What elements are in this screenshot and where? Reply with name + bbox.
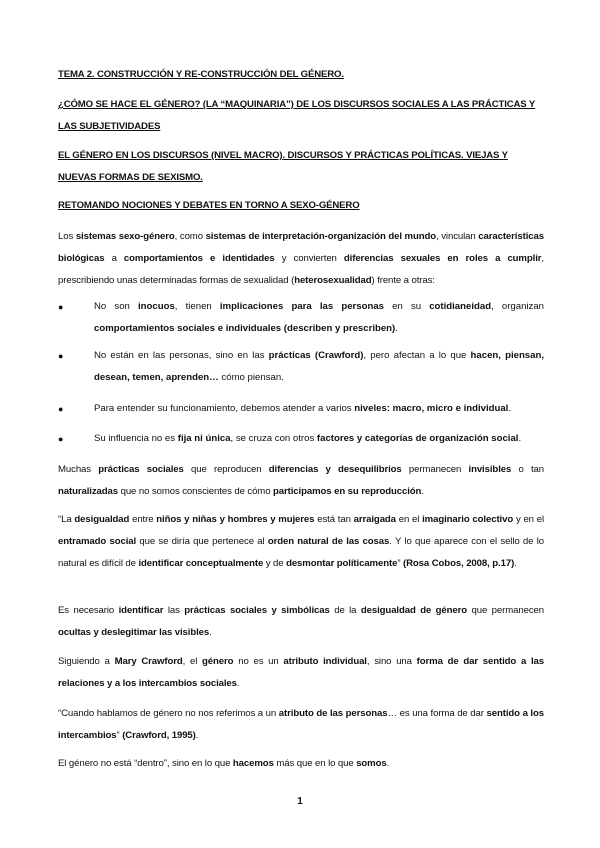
bullet-text: No son inocuos, tienen implicaciones para las personas en su cotidianeidad, organizan comportamientos sociales e individuales (describen y prescriben). bbox=[94, 301, 544, 334]
bullet-icon: ● bbox=[58, 351, 64, 361]
bullet-icon: ● bbox=[58, 404, 64, 414]
bullet-text: Su influencia no es fija ni única, se cruza con otros factores y categorías de organización social. bbox=[94, 433, 522, 444]
bullet-text: Para entender su funcionamiento, debemos atender a varios niveles: macro, micro e individual. bbox=[94, 403, 512, 414]
paragraph-gender-not-inside: El género no está “dentro”, sino en lo que hacemos más que en lo que somos. bbox=[58, 758, 390, 769]
page-number: 1 bbox=[297, 796, 303, 807]
section-heading-how-gender-is-made: ¿CÓMO SE HACE EL GÉNERO? (LA “MAQUINARIA”) DE LOS DISCURSOS SOCIALES A LAS PRÁCTICAS Y LAS SUBJETIVIDADES bbox=[58, 99, 536, 132]
quote-crawford: “Cuando hablamos de género no nos referimos a un atributo de las personas… es una forma de dar sentido a los intercambios” (Crawford, 1995). bbox=[58, 708, 544, 741]
bullet-text: No están en las personas, sino en las prácticas (Crawford), pero afectan a lo que hacen, piensan, desean, temen, aprenden… cómo piensan. bbox=[94, 350, 545, 383]
paragraph-sex-gender-systems: Los sistemas sexo-género, como sistemas de interpretación-organización del mundo, vinculan características biológicas a comportamientos e identidades y convierten diferencias sexuales en roles a cumplir, prescribiendo unas determinadas formas de sexualidad (heterosexualidad) frente a otras: bbox=[58, 231, 544, 286]
paragraph-identify-practices: Es necesario identificar las prácticas sociales y simbólicas de la desigualdad de género que permanecen ocultas y deslegitimar las visibles. bbox=[58, 605, 545, 638]
section-heading-gender-in-discourses: EL GÉNERO EN LOS DISCURSOS (NIVEL MACRO). DISCURSOS Y PRÁCTICAS POLÍTICAS. VIEJAS Y NUEVAS FORMAS DE SEXISMO. bbox=[58, 150, 508, 183]
quote-rosa-cobos: “La desigualdad entre niños y niñas y hombres y mujeres está tan arraigada en el imaginario colectivo y en el entramado social que se diría que pertenece al orden natural de las cosas. Y lo que aparece con el sello de lo natural es difícil de identificar conceptualmente y de desmontar políticamente” (Rosa Cobos, 2008, p.17). bbox=[58, 514, 544, 569]
paragraph-social-practices: Muchas prácticas sociales que reproducen diferencias y desequilibrios permanecen invisibles o tan naturalizadas que no somos conscientes de cómo participamos en su reproducción. bbox=[58, 464, 544, 497]
topic-title: TEMA 2. CONSTRUCCIÓN Y RE-CONSTRUCCIÓN DEL GÉNERO. bbox=[58, 69, 344, 80]
bullet-icon: ● bbox=[58, 434, 64, 444]
bullet-icon: ● bbox=[58, 302, 64, 312]
section-heading-sex-gender-notions: RETOMANDO NOCIONES Y DEBATES EN TORNO A SEXO-GÉNERO bbox=[58, 200, 360, 211]
paragraph-crawford: Siguiendo a Mary Crawford, el género no es un atributo individual, sino una forma de dar sentido a las relaciones y a los intercambios sociales. bbox=[58, 656, 545, 689]
